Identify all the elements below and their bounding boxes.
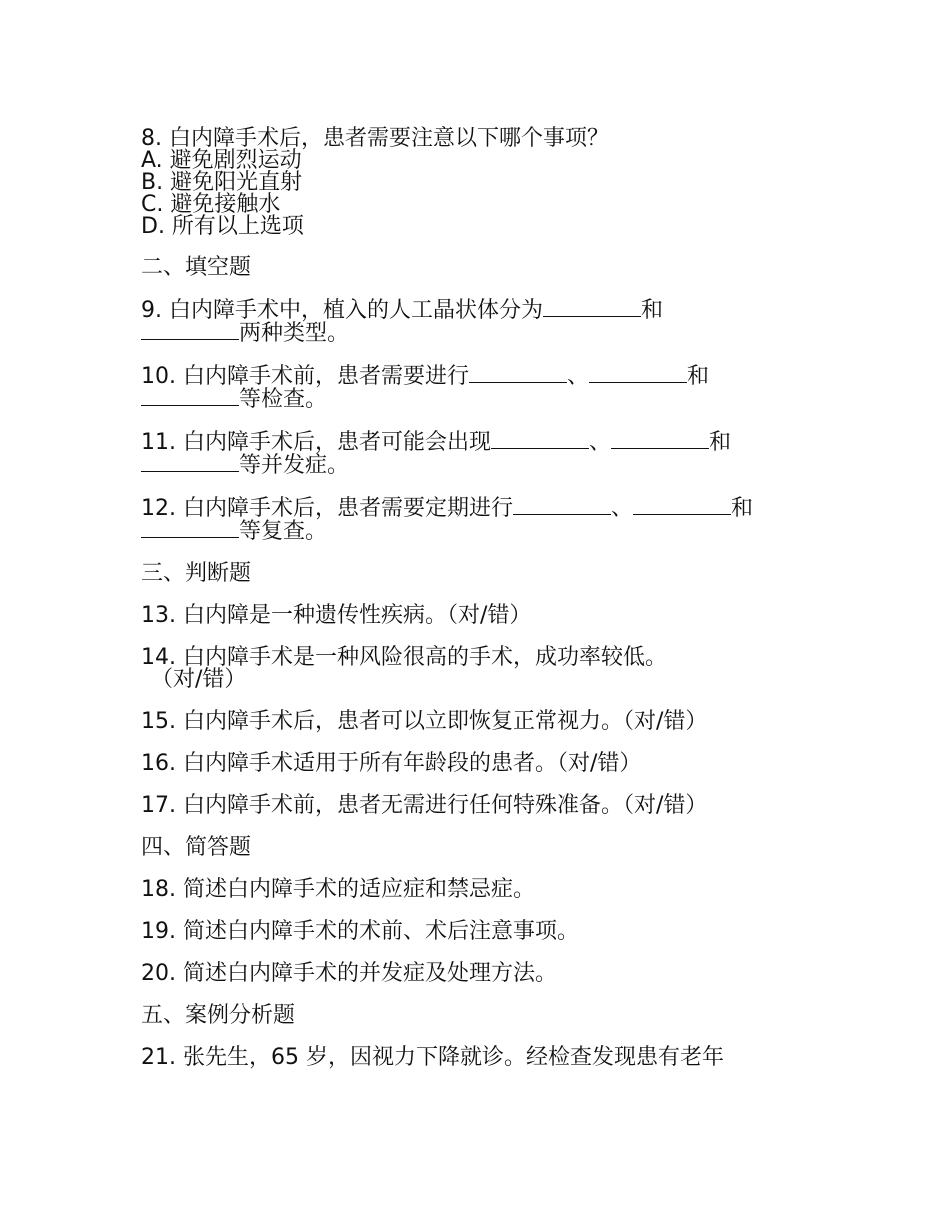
question-20: 20. 简述白内障手术的并发症及处理方法。 bbox=[141, 961, 557, 986]
question-15: 15. 白内障手术后，患者可以立即恢复正常视力。（对/错） bbox=[141, 709, 708, 734]
answer-blank bbox=[543, 298, 641, 317]
question-10-separator: 、 bbox=[566, 364, 589, 389]
question-11-and: 和 bbox=[709, 430, 732, 455]
question-10-tail: 等检查。 bbox=[239, 387, 328, 412]
question-13: 13. 白内障是一种遗传性疾病。（对/错） bbox=[141, 603, 532, 628]
question-18: 18. 简述白内障手术的适应症和禁忌症。 bbox=[141, 877, 535, 902]
answer-blank bbox=[141, 519, 239, 538]
answer-blank bbox=[589, 364, 687, 383]
exam-document bbox=[141, 128, 841, 1070]
question-8-option-c: C. 避免接触水 bbox=[141, 192, 281, 217]
question-10 bbox=[141, 364, 841, 412]
section-case-analysis-heading: 五、案例分析题 bbox=[141, 1003, 296, 1028]
answer-blank bbox=[141, 321, 239, 340]
question-14 bbox=[141, 646, 841, 692]
section-short-answer-heading: 四、简答题 bbox=[141, 835, 252, 860]
section-fill-in-blank-heading: 二、填空题 bbox=[141, 255, 252, 280]
question-21: 21. 张先生，65 岁，因视力下降就诊。经检查发现患有老年 bbox=[141, 1045, 724, 1070]
question-11-text: 11. 白内障手术后，患者可能会出现 bbox=[141, 430, 491, 455]
section-true-false-heading: 三、判断题 bbox=[141, 561, 252, 586]
answer-blank bbox=[611, 430, 709, 449]
question-10-and: 和 bbox=[687, 364, 710, 389]
question-9-tail: 两种类型。 bbox=[239, 321, 350, 346]
answer-blank bbox=[141, 387, 239, 406]
question-10-text: 10. 白内障手术前，患者需要进行 bbox=[141, 364, 469, 389]
question-12-tail: 等复查。 bbox=[239, 519, 328, 544]
question-9-and: 和 bbox=[641, 298, 664, 323]
answer-blank bbox=[469, 364, 567, 383]
question-8-option-d: D. 所有以上选项 bbox=[141, 214, 304, 239]
answer-blank bbox=[513, 496, 611, 515]
question-8-stem: 8. 白内障手术后，患者需要注意以下哪个事项？ bbox=[141, 126, 609, 151]
question-11 bbox=[141, 430, 841, 478]
question-14-choice: （对/错） bbox=[151, 667, 247, 692]
question-12-and: 和 bbox=[731, 496, 754, 521]
question-12-text: 12. 白内障手术后，患者需要定期进行 bbox=[141, 496, 513, 521]
question-9-text: 9. 白内障手术中，植入的人工晶状体分为 bbox=[141, 298, 543, 323]
question-12-separator: 、 bbox=[610, 496, 633, 521]
question-11-separator: 、 bbox=[588, 430, 611, 455]
question-16: 16. 白内障手术适用于所有年龄段的患者。（对/错） bbox=[141, 751, 642, 776]
question-9 bbox=[141, 298, 841, 346]
question-17: 17. 白内障手术前，患者无需进行任何特殊准备。（对/错） bbox=[141, 793, 708, 818]
answer-blank bbox=[141, 453, 239, 472]
question-11-tail: 等并发症。 bbox=[239, 453, 350, 478]
answer-blank bbox=[491, 430, 589, 449]
answer-blank bbox=[633, 496, 731, 515]
question-8-option-b: B. 避免阳光直射 bbox=[141, 170, 303, 195]
question-8-option-a: A. 避免剧烈运动 bbox=[141, 148, 302, 173]
question-12 bbox=[141, 496, 841, 544]
question-19: 19. 简述白内障手术的术前、术后注意事项。 bbox=[141, 919, 579, 944]
question-14-text: 14. 白内障手术是一种风险很高的手术，成功率较低。 bbox=[141, 645, 667, 670]
